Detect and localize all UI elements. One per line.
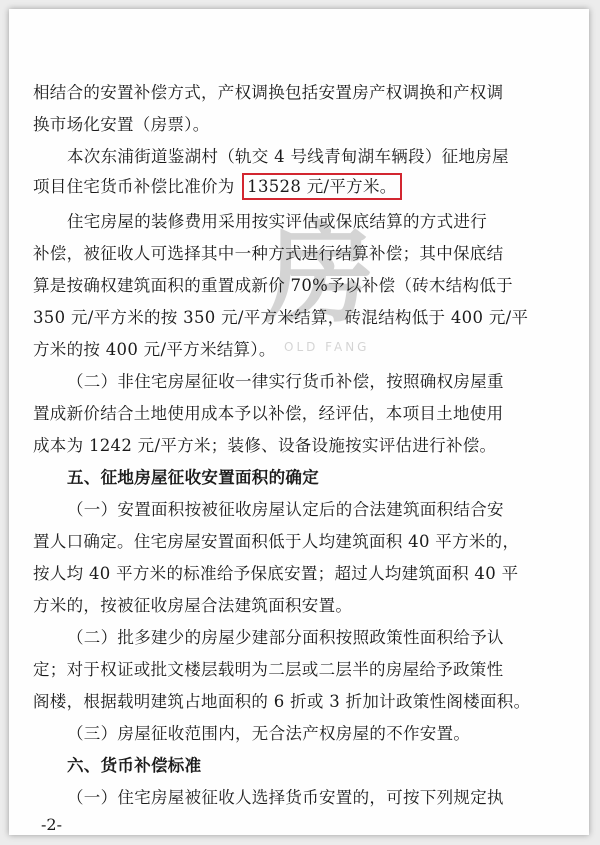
text-line: 相结合的安置补偿方式，产权调换包括安置房产权调换和产权调: [33, 83, 504, 102]
text-line: （一）住宅房屋被征收人选择货币安置的，可按下列规定执: [67, 788, 504, 807]
text-line: 换市场化安置（房票）。: [33, 115, 210, 134]
highlighted-price: 13528 元/平方米。: [242, 173, 401, 200]
text-line: 置人口确定。住宅房屋安置面积低于人均建筑面积 40 平方米的，: [33, 532, 520, 551]
text-line: 项目住宅货币补偿比准价为 13528 元/平方米。: [33, 177, 589, 197]
text-line: 本次东浦街道鉴湖村（轨交 4 号线青甸湖车辆段）征地房屋: [67, 147, 509, 166]
text-line: 置成新价结合土地使用成本予以补偿，经评估，本项目土地使用: [33, 404, 504, 423]
watermark-glyph: 房: [264, 210, 374, 338]
text-line: 阁楼，根据载明建筑占地面积的 6 折或 3 折加计政策性阁楼面积。: [33, 692, 531, 711]
text-line: （三）房屋征收范围内，无合法产权房屋的不作安置。: [67, 724, 471, 743]
text-line: （二）非住宅房屋征收一律实行货币补偿，按照确权房屋重: [67, 372, 504, 391]
text-line: 补偿，被征收人可选择其中一种方式进行结算补偿；其中保底结: [33, 244, 504, 263]
watermark-text: OLD FANG: [284, 340, 370, 354]
text-line: 算是按确权建筑面积的重置成新价 70%予以补偿（砖木结构低于: [33, 276, 513, 295]
text-line: 方米的，按被征收房屋合法建筑面积安置。: [33, 596, 353, 615]
section-heading-5: 五、征地房屋征收安置面积的确定: [67, 468, 319, 487]
text-line: 350 元/平方米的按 350 元/平方米结算，砖混结构低于 400 元/平: [33, 308, 529, 327]
text-line: 方米的按 400 元/平方米结算）。: [33, 340, 276, 359]
text-line: 按人均 40 平方米的标准给予保底安置；超过人均建筑面积 40 平: [33, 564, 519, 583]
text-line: 定；对于权证或批文楼层载明为二层或二层半的房屋给予政策性: [33, 660, 504, 679]
text-line: （一）安置面积按被征收房屋认定后的合法建筑面积结合安: [67, 500, 504, 519]
section-heading-6: 六、货币补偿标准: [67, 756, 202, 775]
text-line: 住宅房屋的装修费用采用按实评估或保底结算的方式进行: [67, 212, 487, 231]
text-line: （二）批多建少的房屋少建部分面积按照政策性面积给予认: [67, 628, 504, 647]
text-line: 成本为 1242 元/平方米；装修、设备设施按实评估进行补偿。: [33, 436, 497, 455]
page-number: -2-: [41, 815, 62, 834]
document-page: [9, 9, 589, 835]
